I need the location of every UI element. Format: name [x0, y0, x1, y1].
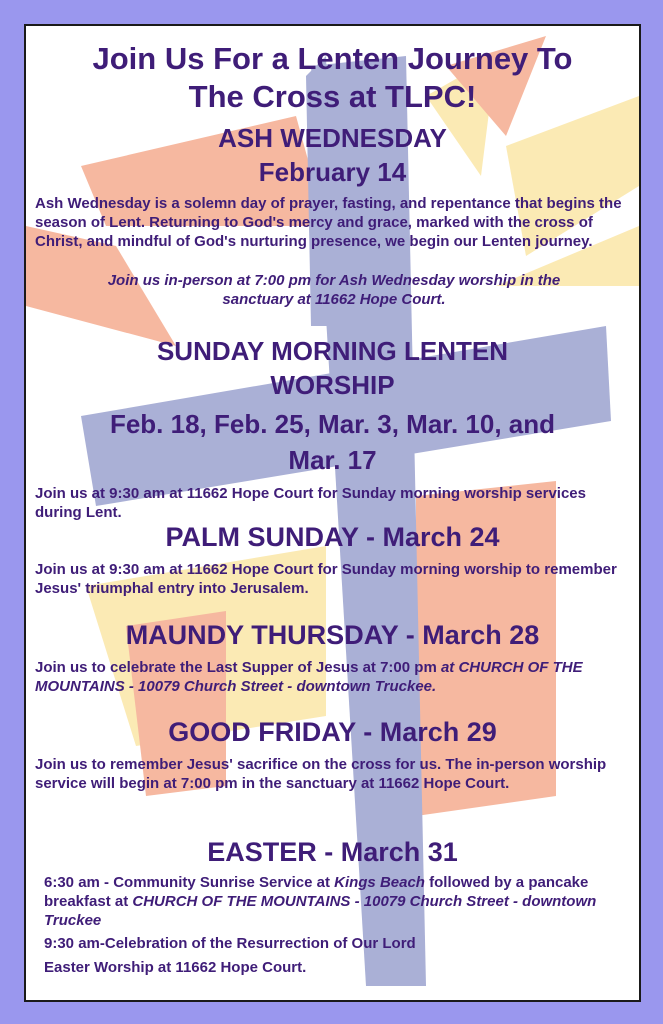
friday-heading: GOOD FRIDAY - March 29: [168, 717, 497, 747]
palm-body: Join us at 9:30 am at 11662 Hope Court for Sunday morning worship to remember Jesus' triumphal entry into Jerusalem.: [35, 561, 617, 597]
ash-invite-line-2: sanctuary at 11662 Hope Court.: [222, 291, 446, 308]
sunday-dates-line-2: Mar. 17: [288, 445, 377, 475]
sunday-body: Join us at 9:30 am at 11662 Hope Court for Sunday morning worship services during Lent.: [35, 485, 586, 521]
maundy-body: [35, 658, 633, 696]
ash-heading: ASH WEDNESDAY: [218, 123, 447, 153]
easter-heading: EASTER - March 31: [207, 837, 458, 867]
title-line-1: Join Us For a Lenten Journey To: [92, 41, 573, 76]
ash-body: Ash Wednesday is a solemn day of prayer, fasting, and repentance that begins the season of Lent. Returning to God's mercy and grace, marked with the cross of Christ, and mindful of God's nurturing presence, we begin our Lenten journey.: [35, 195, 622, 250]
easter-item-1-time: 6:30 am - Community Sunrise Service at: [44, 874, 330, 891]
flyer-panel: [24, 24, 641, 1002]
easter-item-1-location: CHURCH OF THE MOUNTAINS - 10079 Church Street - downtown Truckee: [44, 893, 597, 929]
ash-date: February 14: [258, 157, 407, 187]
maundy-heading: MAUNDY THURSDAY - March 28: [125, 620, 540, 650]
friday-body: Join us to remember Jesus' sacrifice on the cross for us. The in-person worship service will begin at 7:00 pm in the sanctuary at 11662 Hope Court.: [35, 756, 607, 792]
sunday-heading-line-2: WORSHIP: [270, 370, 395, 400]
easter-item-2: 9:30 am-Celebration of the Resurrection of Our Lord: [44, 935, 416, 952]
flyer-content: [26, 26, 639, 1000]
title-line-2: The Cross at TLPC!: [188, 79, 477, 114]
sunday-heading-line-1: SUNDAY MORNING LENTEN: [156, 336, 509, 366]
palm-heading: PALM SUNDAY - March 24: [165, 522, 500, 552]
easter-item-1: [44, 873, 629, 930]
sunday-dates-line-1: Feb. 18, Feb. 25, Mar. 3, Mar. 10, and: [109, 409, 556, 439]
ash-invite-line-1: Join us in-person at 7:00 pm for Ash Wednesday worship in the: [107, 272, 561, 289]
maundy-body-plain: Join us to celebrate the Last Supper of Jesus at 7:00 pm: [35, 659, 437, 676]
maundy-body-location: at CHURCH OF THE MOUNTAINS - 10079 Church Street - downtown Truckee.: [35, 659, 583, 695]
easter-item-3: Easter Worship at 11662 Hope Court.: [44, 959, 307, 976]
easter-item-1-place: Kings Beach: [334, 874, 425, 891]
easter-item-1-middle: followed by a pancake breakfast at: [44, 874, 589, 910]
